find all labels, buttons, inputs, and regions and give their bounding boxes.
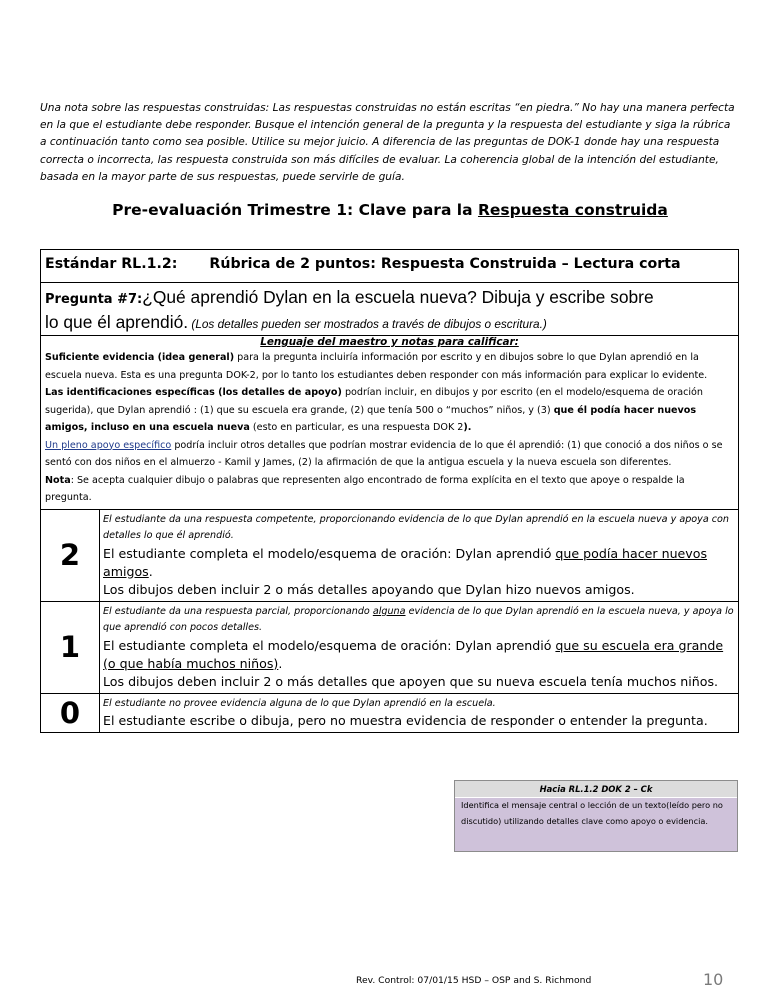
side-box-heading: Hacia RL.1.2 DOK 2 – Ck [455, 781, 737, 797]
question-number: Pregunta #7: [45, 292, 143, 307]
rubric-header [41, 250, 739, 283]
score-row-2 [41, 509, 739, 601]
title-part1: Pre-evaluación Trimestre 1: Clave para la [112, 201, 478, 219]
notes-paragraph-4 [45, 472, 734, 507]
score-1-italic-post: evidencia de lo que Dylan aprendió en la escuela nueva, y apoya lo que aprendió con pocos detalles. [103, 605, 734, 633]
question-row [41, 283, 739, 336]
rubric-table [40, 249, 739, 733]
question-line-1 [45, 286, 734, 311]
question-note: (Los detalles pueden ser mostrados a través de dibujos o escritura.) [188, 317, 547, 331]
score-2-sentence [103, 545, 735, 581]
notes-row [41, 336, 739, 510]
notes-p2-text: podrían incluir, en dibujos y por escrito (en el modelo/esquema de oración sugerida), que Dylan aprendió : (1) que su escuela era grande, (2) que tenía 500 o “muchos” niños, y (3) [45, 387, 704, 416]
notes-p2-close: ). [463, 422, 472, 433]
score-2-sentence-answer: que podía hacer nuevos amigos [103, 545, 708, 579]
notes-paragraph-1 [45, 349, 734, 384]
standard-side-box [454, 780, 738, 852]
score-2: 2 [41, 509, 100, 601]
notes-p3-text: podría incluir otros detalles que podrían mostrar evidencia de lo que él aprendió: (1) que conoció a dos niños o se sentó con dos niños en el almuerzo - Kamil y James, (2) la afirmación de que la antigua escuela y la nueva escuela son diferentes. [45, 439, 723, 468]
score-2-italic: El estudiante da una respuesta competente, proporcionando evidencia de lo que Dylan aprendió en la escuela nueva y apoya con detalles lo que él aprendió. [103, 513, 730, 541]
question-cell [41, 283, 739, 336]
score-1-italic [103, 604, 735, 637]
score-0-sentence: El estudiante escribe o dibuja, pero no muestra evidencia de responder o entender la pregunta. [103, 713, 708, 728]
score-1-drawings: Los dibujos deben incluir 2 o más detalles que apoyen que su nueva escuela tenía muchos niños. [103, 673, 719, 689]
score-0: 0 [41, 693, 100, 733]
standard-label: Estándar RL.1.2: [45, 256, 178, 272]
footer: Rev. Control: 07/01/15 HSD – OSP and S. Richmond [356, 975, 592, 986]
notes-p4-bold: Nota [45, 474, 71, 486]
score-1: 1 [41, 601, 100, 693]
question-text-1: ¿Qué aprendió Dylan en la escuela nueva? Dibuja y escribe sobre [142, 287, 654, 307]
side-box-body: Identifica el mensaje central o lección de un texto(leído pero no discutido) utilizando detalles clave como apoyo o evidencia. [455, 798, 737, 851]
question-line-2 [45, 311, 734, 335]
score-2-sentence-post: . [148, 563, 153, 579]
rubric-label: Rúbrica de 2 puntos: Respuesta Construida – Lectura corta [209, 256, 681, 272]
teacher-notes [41, 336, 739, 510]
question-text-2: lo que él aprendió. [45, 312, 189, 332]
score-1-sentence-post: . [278, 655, 283, 671]
score-1-description [100, 601, 739, 693]
score-0-description [100, 693, 739, 733]
score-1-sentence-pre: El estudiante completa el modelo/esquema de oración: Dylan aprendió [103, 637, 556, 653]
page-title [40, 201, 740, 219]
notes-paragraph-2 [45, 384, 734, 437]
score-2-sentence-pre: El estudiante completa el modelo/esquema de oración: Dylan aprendió [103, 545, 556, 561]
score-0-italic: El estudiante no provee evidencia alguna de lo que Dylan aprendió en la escuela. [103, 697, 496, 709]
intro-note: Una nota sobre las respuestas construidas: Las respuestas construidas no están escritas “en piedra.” No hay una manera perfecta en la que el estudiante debe responder. Busque el intención general de la pregunta y la respuesta del estudiante y siga la rúbrica a continuación tanto como sea posible. Utilice su mejor juicio. A diferencia de las preguntas de DOK-1 donde hay una respuesta correcta o incorrecta, las respuesta construida son más difíciles de evaluar. La coherencia global de la intención del estudiante, basada en la mayor parte de sus respuestas, puede servirle de guía. [40, 102, 735, 183]
notes-p2-bold: Las identificaciones específicas (los detalles de apoyo) [45, 387, 342, 398]
rubric-header-row [41, 250, 739, 283]
score-2-description [100, 509, 739, 601]
score-1-italic-pre: El estudiante da una respuesta parcial, proporcionando [103, 605, 373, 617]
notes-p1-text: para la pregunta incluiría información por escrito y en dibujos sobre lo que Dylan aprendió en la escuela nueva. Esta es una pregunta DOK-2, por lo tanto los estudiantes deben responder con más información para explicar lo evidente. [45, 352, 708, 381]
notes-heading: Lenguaje del maestro y notas para calificar: [260, 336, 519, 348]
notes-paragraph-3 [45, 437, 734, 472]
score-row-0 [41, 693, 739, 733]
score-1-sentence [103, 637, 735, 673]
notes-p2-bold2: que él podía hacer nuevos amigos, incluso en una escuela nueva [45, 404, 697, 433]
notes-p1-bold: Suficiente evidencia (idea general) [45, 352, 235, 363]
score-1-sentence-answer: que su escuela era grande (o que había muchos niños) [103, 637, 724, 671]
page-number: 10 [703, 970, 724, 989]
title-part2: Respuesta construida [477, 201, 668, 219]
score-2-drawings: Los dibujos deben incluir 2 o más detalles apoyando que Dylan hizo nuevos amigos. [103, 581, 635, 597]
score-row-1 [41, 601, 739, 693]
notes-p4-text: : Se acepta cualquier dibujo o palabras que representen algo encontrado de forma explícita en el texto que apoye o respalde la pregunta. [45, 474, 685, 503]
notes-p3-link: Un pleno apoyo específico [45, 439, 172, 451]
notes-p2-end: (esto en particular, es una respuesta DOK 2 [249, 422, 464, 433]
score-1-italic-u: alguna [372, 605, 406, 617]
